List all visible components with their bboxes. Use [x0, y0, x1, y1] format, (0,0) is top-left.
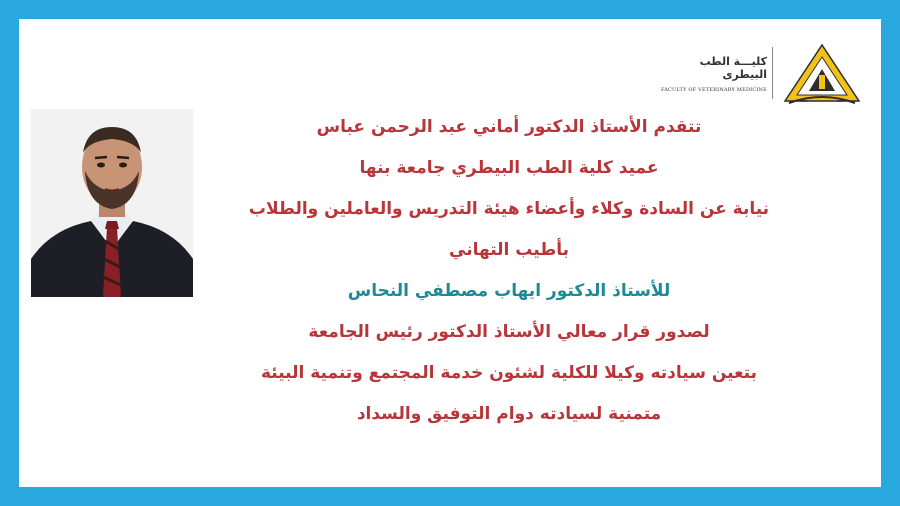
logo-divider: [772, 47, 773, 99]
portrait-photo: [31, 109, 193, 297]
congratulation-message: [199, 107, 819, 435]
message-line-7: بتعين سيادته وكيلا للكلية لشئون خدمة المجتمع وتنمية البيئة: [260, 363, 758, 383]
message-line-1: تتقدم الأستاذ الدكتور أماني عبد الرحمن عباس: [316, 117, 702, 137]
faculty-name-english: FACULTY OF VETERINARY MEDICINE: [660, 87, 767, 93]
faculty-logo: [660, 41, 867, 103]
faculty-name: [661, 55, 767, 93]
message-line-4: بأطيب التهاني: [449, 240, 569, 260]
honoree-name-line: للأستاذ الدكتور ايهاب مصطفي النحاس: [347, 281, 671, 301]
message-line-2: عميد كلية الطب البيطري جامعة بنها: [359, 158, 659, 178]
message-line-6: لصدور قرار معالي الأستاذ الدكتور رئيس الجامعة: [308, 322, 710, 342]
benha-university-emblem-icon: [779, 41, 865, 105]
announcement-card: [19, 19, 881, 487]
faculty-name-arabic: كليـــة الطب البيطرى: [699, 55, 767, 81]
message-line-8: متمنية لسيادته دوام التوفيق والسداد: [356, 404, 662, 424]
message-line-3: نيابة عن السادة وكلاء وأعضاء هيئة التدريس والعاملين والطلاب: [248, 199, 770, 219]
person-portrait-icon: [31, 109, 193, 297]
